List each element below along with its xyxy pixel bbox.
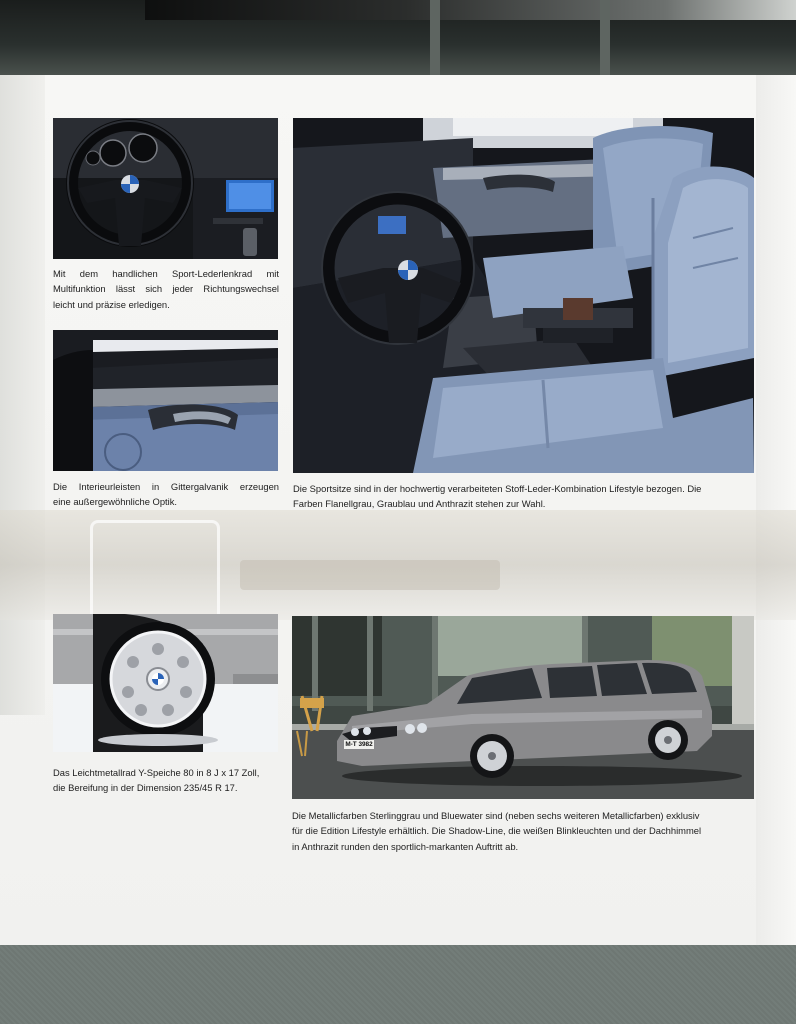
caption-alloy-wheel xyxy=(53,765,283,796)
caption-line: Das Leichtmetallrad Y-Speiche 80 in 8 J x 17 Zoll, xyxy=(53,767,260,778)
caption-sport-seats xyxy=(293,481,755,512)
caption-line: eine außergewöhnliche Optik. xyxy=(53,496,178,508)
background-chair xyxy=(90,520,220,615)
caption-line: Mit dem handlichen Sport-Lederlenkrad mit xyxy=(53,268,279,279)
sport-seats-interior-photo xyxy=(293,118,754,473)
steering-wheel-cockpit-photo xyxy=(53,118,278,259)
caption-line: in Anthrazit runden den sportlich-markanten Auftritt ab. xyxy=(292,840,519,852)
caption-interior-trim xyxy=(53,479,279,510)
background-floor xyxy=(0,945,796,1024)
license-plate: M-T 3982 xyxy=(345,741,373,748)
caption-line: Multifunktion lässt sich jeder Richtungswechsel xyxy=(53,283,279,295)
touring-car-exterior-photo xyxy=(292,616,754,799)
background-table xyxy=(240,560,500,590)
caption-line: Die Interieurleisten in Gittergalvanik erzeugen xyxy=(53,481,279,492)
caption-line: Farben Flanellgrau, Graublau und Anthrazit stehen zur Wahl. xyxy=(293,498,546,510)
ceiling-light-strip xyxy=(145,0,796,20)
caption-line: für die Edition Lifestyle erhältlich. Die Shadow-Line, die weißen Blinkleuchten und der Dachhimmel xyxy=(292,825,702,837)
caption-metallic-colors xyxy=(292,808,755,854)
door-trim-photo xyxy=(53,330,278,471)
caption-line: leicht und präzise erledigen. xyxy=(53,298,170,310)
alloy-wheel-photo xyxy=(53,614,278,752)
window-pillar xyxy=(600,0,610,75)
caption-line: die Bereifung in der Dimension 235/45 R 17. xyxy=(53,782,238,794)
window-pillar xyxy=(430,0,440,75)
background-showroom-ceiling xyxy=(0,0,796,75)
background-cafe-scene xyxy=(0,510,796,620)
caption-steering-wheel xyxy=(53,266,279,312)
caption-line: Die Sportsitze sind in der hochwertig verarbeiteten Stoff-Leder-Kombination Lifestyle bezogen. Die xyxy=(293,483,702,494)
caption-line: Die Metallicfarben Sterlinggrau und Bluewater sind (neben sechs weiteren Metallicfarben) exklusiv xyxy=(292,810,700,821)
